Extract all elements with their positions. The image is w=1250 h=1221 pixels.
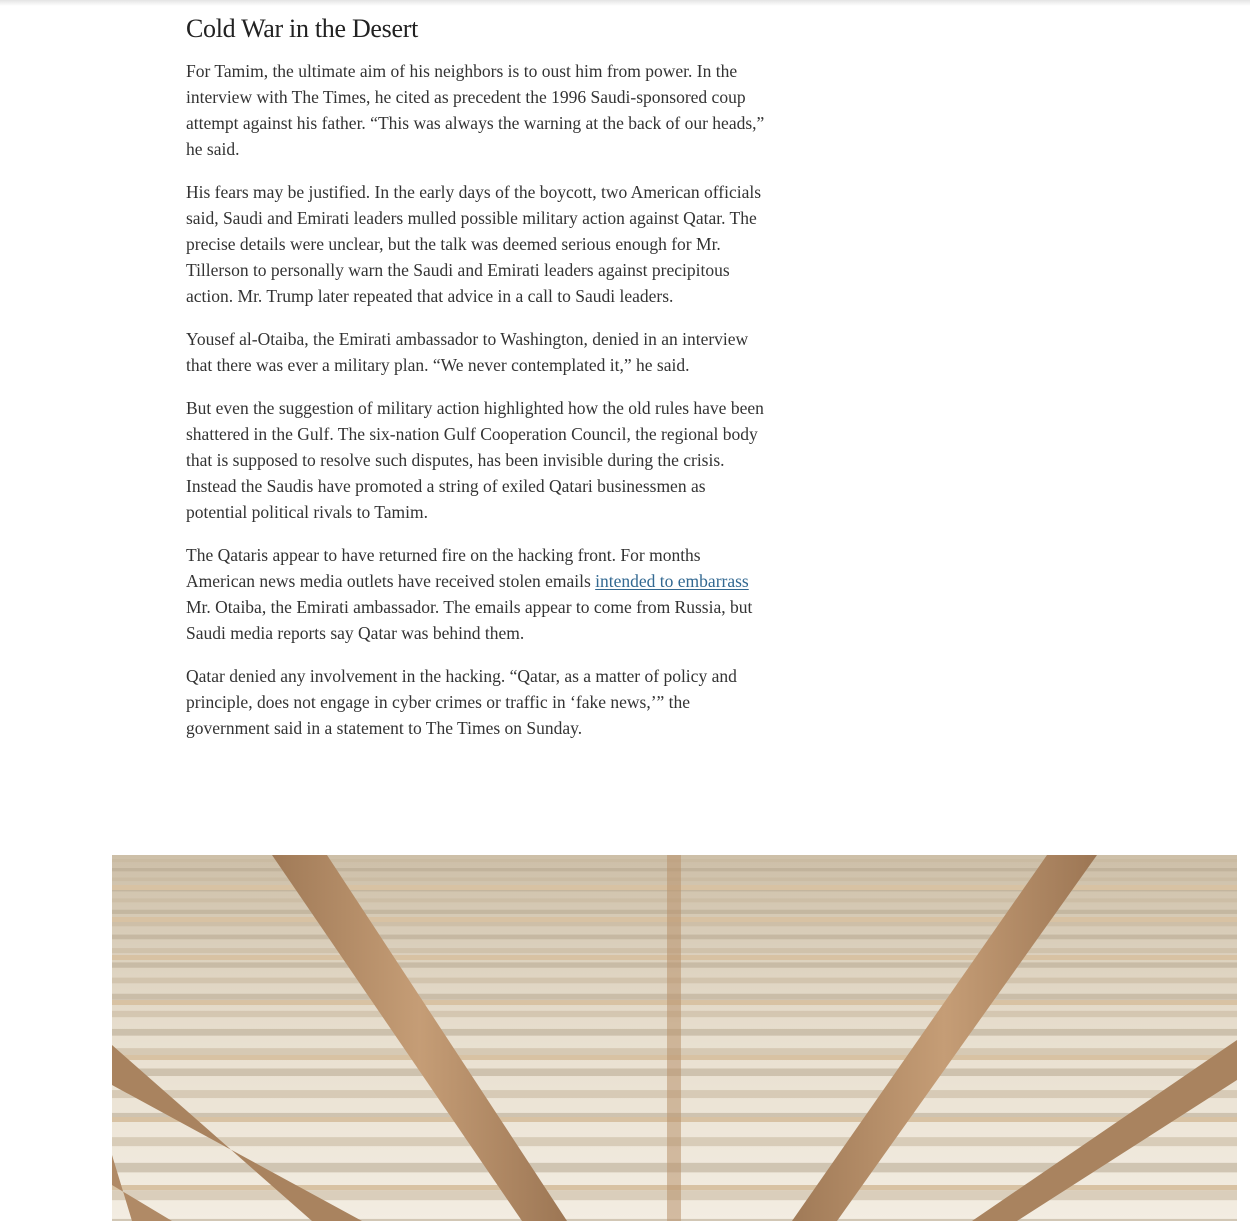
paragraph-old-rules: But even the suggestion of military action highlighted how the old rules have been shattered in the Gulf. The six-nation Gulf Cooperation Council, the regional body that is supposed to resolve such disputes, has been invisible during the crisis. Instead the Saudis have promoted a string of exiled Qatari businessmen as potential political rivals to Tamim. bbox=[186, 398, 764, 522]
paragraph-tamim-aim: For Tamim, the ultimate aim of his neighbors is to oust him from power. In the interview with The Times, he cited as precedent the 1996 Saudi-sponsored coup attempt against his father. “This was always the warning at the back of our heads,” he said. bbox=[186, 61, 765, 159]
center-ridge-beam bbox=[667, 855, 681, 1221]
paragraph-fears-justified: His fears may be justified. In the early days of the boycott, two American officials said, Saudi and Emirati leaders mulled possible military action against Qatar. The precise details were unclear, but the talk was deemed serious enough for Mr. Tillerson to personally warn the Saudi and Emirati leaders against precipitous action. Mr. Trump later repeated that advice in a call to Saudi leaders. bbox=[186, 182, 762, 306]
top-edge-shadow bbox=[0, 0, 1250, 6]
paragraph-hacking-text-before: The Qataris appear to have returned fire on the hacking front. For months American news media outlets have received stolen emails bbox=[186, 545, 701, 591]
warehouse-roof-image bbox=[112, 855, 1237, 1221]
intended-to-embarrass-link[interactable]: intended to embarrass bbox=[595, 571, 749, 591]
paragraph-otaiba-denial: Yousef al-Otaiba, the Emirati ambassador to Washington, denied in an interview that there was ever a military plan. “We never contemplated it,” he said. bbox=[186, 329, 749, 375]
paragraph-qatar-denial: Qatar denied any involvement in the hacking. “Qatar, as a matter of policy and principle, does not engage in cyber crimes or traffic in ‘fake news,’” the government said in a statement to The Times on Sunday. bbox=[186, 666, 737, 738]
article-body bbox=[186, 12, 766, 758]
paragraph-hacking-text-after: Mr. Otaiba, the Emirati ambassador. The emails appear to come from Russia, but Saudi media reports say Qatar was behind them. bbox=[186, 597, 753, 643]
section-heading: Cold War in the Desert bbox=[186, 14, 418, 43]
article-photo-warehouse-roof bbox=[112, 855, 1237, 1221]
paragraph-hacking-front bbox=[186, 542, 766, 646]
